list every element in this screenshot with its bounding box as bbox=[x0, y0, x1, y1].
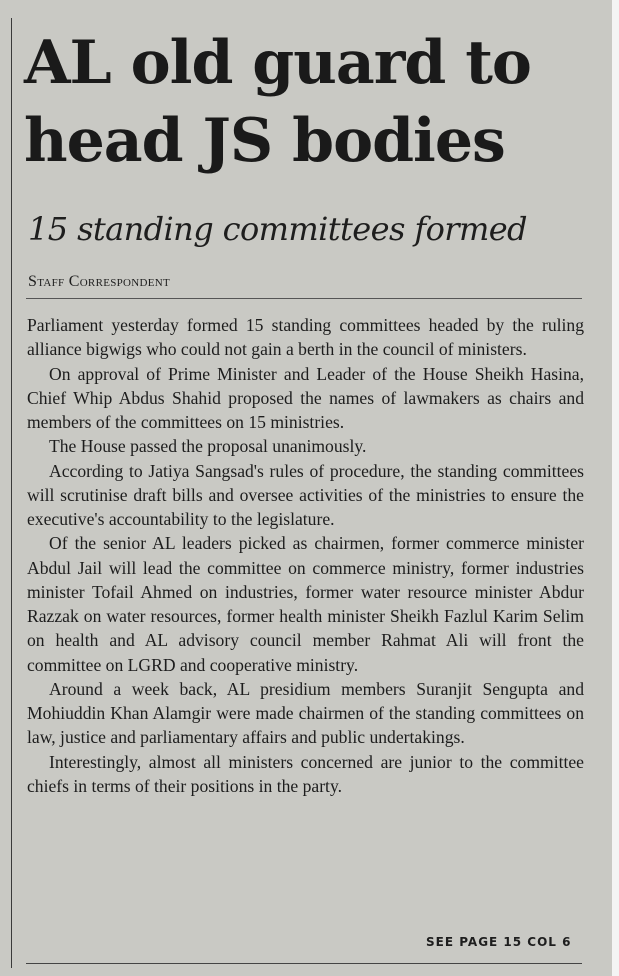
paragraph-1: Parliament yesterday formed 15 standing committees headed by the ruling alliance bigwigs who could not gain a berth in the council of ministers. bbox=[27, 315, 584, 360]
byline-divider bbox=[26, 298, 582, 299]
headline-line-1: AL old guard to bbox=[24, 28, 531, 98]
headline-line-2: head JS bodies bbox=[24, 106, 505, 176]
continuation-note: SEE PAGE 15 COL 6 bbox=[426, 935, 572, 949]
paragraph-4: According to Jatiya Sangsad's rules of procedure, the standing committees will scrutinise draft bills and oversee activities of the ministries to ensure the executive's accountability to the legislature. bbox=[27, 460, 584, 529]
paragraph-2: On approval of Prime Minister and Leader of the House Sheikh Hasina, Chief Whip Abdus Shahid proposed the names of lawmakers as chairs and members of the committees on 15 ministries. bbox=[27, 363, 584, 432]
scan-margin bbox=[612, 0, 619, 976]
paragraph-5: Of the senior AL leaders picked as chairmen, former commerce minister Abdul Jail will lead the committee on commerce ministry, former industries minister Tofail Ahmed on industries, former water resource minister Abdur Razzak on water resources, former health minister Sheikh Fazlul Karim Selim on health and AL advisory council member Rahmat Ali will front the committee on LGRD and cooperative ministry. bbox=[27, 533, 584, 675]
article-body bbox=[27, 313, 584, 798]
bottom-divider bbox=[26, 963, 582, 964]
paragraph-3: The House passed the proposal unanimously. bbox=[49, 436, 367, 457]
paragraph-6: Around a week back, AL presidium members Suranjit Sengupta and Mohiuddin Khan Alamgir were made chairmen of the standing committees on law, justice and parliamentary affairs and public undertakings. bbox=[27, 678, 584, 748]
byline: Staff Correspondent bbox=[28, 273, 171, 290]
headline bbox=[24, 24, 609, 180]
column-rule-left bbox=[11, 18, 12, 968]
subheadline: 15 standing committees formed bbox=[28, 210, 527, 248]
paragraph-7: Interestingly, almost all ministers concerned are junior to the committee chiefs in terms of their positions in the party. bbox=[27, 751, 584, 796]
